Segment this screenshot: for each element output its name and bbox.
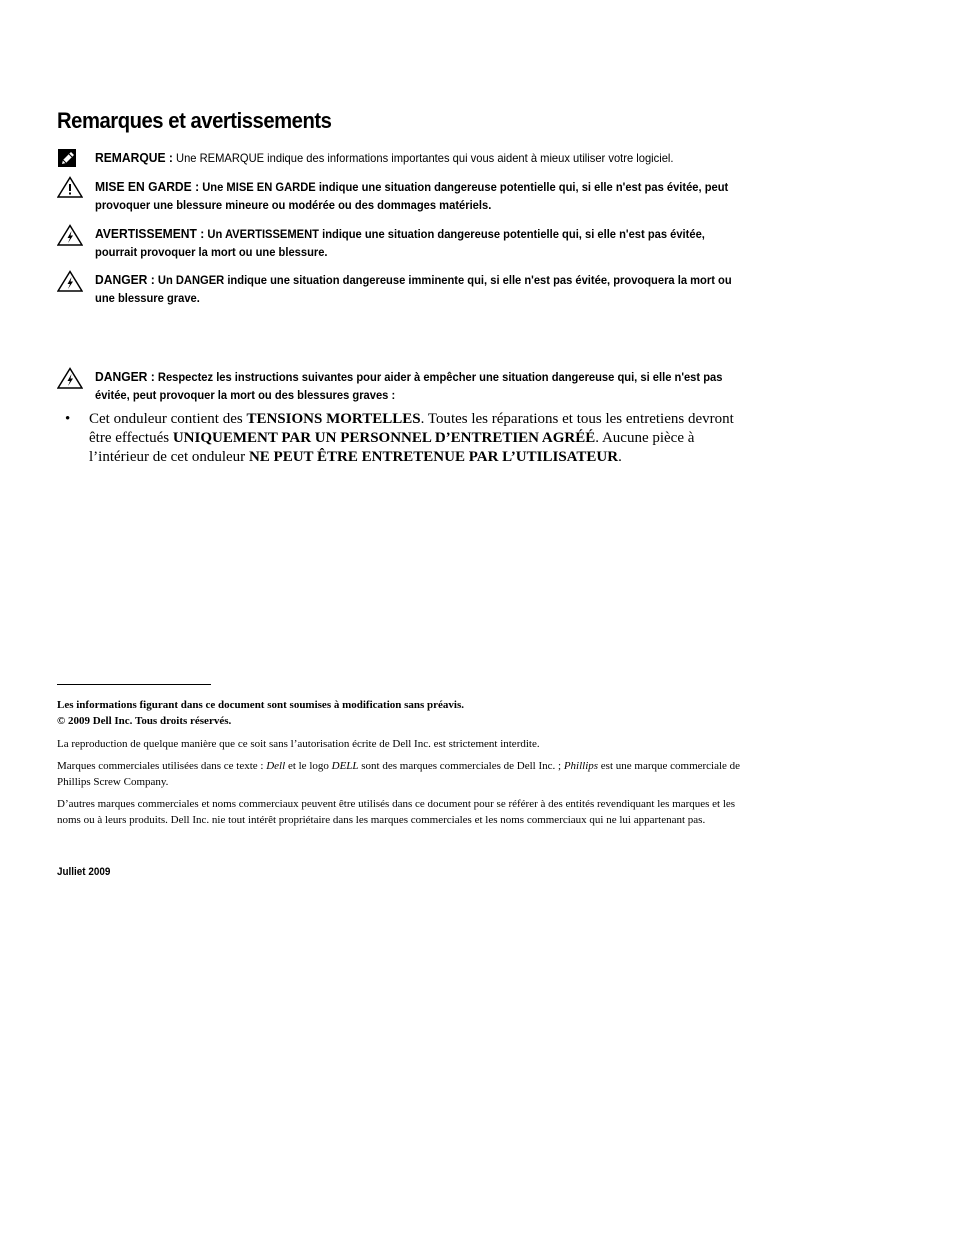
electric-warning-icon — [57, 224, 83, 246]
bullet-bold-part: UNIQUEMENT PAR UN PERSONNEL D’ENTRETIEN AGRÉÉ — [172, 430, 596, 446]
notice-body: Un DANGER indique une situation dangereuse imminente qui, si elle n'est pas évitée, provoquera la mort ou une blessure grave. — [95, 273, 732, 305]
notice-body: Un AVERTISSEMENT indique une situation dangereuse potentielle qui, si elle n'est pas évitée, pourrait provoquer la mort ou une blessure. — [95, 227, 705, 259]
trademark-text: est une marque commerciale de Phillips Screw Company. — [57, 760, 741, 788]
footnote-divider — [57, 684, 211, 685]
bullet-symbol: • — [65, 411, 71, 427]
notice-label: REMARQUE : — [95, 150, 173, 165]
footer-copyright: © 2009 Dell Inc. Tous droits réservés. — [57, 715, 232, 727]
bullet-bold-part: TENSIONS MORTELLES — [246, 411, 421, 427]
electric-danger-icon — [57, 270, 83, 292]
notice-body: Respectez les instructions suivantes pour aider à empêcher une situation dangereuse qui, si elle n'est pas évitée, peut provoquer la mort ou des blessures graves : — [95, 370, 723, 402]
bullet-bold-part: NE PEUT ÊTRE ENTRETENUE PAR L’UTILISATEUR — [248, 449, 619, 465]
trademark-text: et le logo — [285, 760, 332, 772]
bullet-text-part: . — [618, 449, 622, 465]
notice-body: Une REMARQUE indique des informations importantes qui vous aident à mieux utiliser votre logiciel. — [176, 151, 674, 165]
page-title: Remarques et avertissements — [57, 108, 332, 133]
trademark-italic: DELL — [331, 760, 359, 772]
footer-notice-line: Les informations figurant dans ce document sont soumises à modification sans préavis. — [57, 699, 465, 711]
bullet-text-part: Cet onduleur contient des — [89, 411, 247, 427]
bullet-text-part: . Toutes les réparations et tous les entretiens devront être effectués — [89, 411, 734, 446]
notice-label: DANGER : — [95, 369, 155, 384]
notice-label: AVERTISSEMENT : — [95, 226, 205, 241]
footer-trademarks — [57, 758, 757, 790]
caution-triangle-icon — [57, 176, 83, 198]
notice-label: DANGER : — [95, 272, 155, 287]
notice-label: MISE EN GARDE : — [95, 179, 200, 194]
footer-reproduction: La reproduction de quelque manière que ce soit sans l’autorisation écrite de Dell Inc. est strictement interdite. — [57, 738, 540, 750]
trademark-italic: Dell — [266, 760, 286, 772]
notice-body: Une MISE EN GARDE indique une situation dangereuse potentielle qui, si elle n'est pas évitée, peut provoquer une blessure mineure ou modérée ou des dommages matériels. — [95, 180, 729, 212]
bullet-text-part: . Aucune pièce à l’intérieur de cet onduleur — [89, 430, 695, 465]
publication-date: Julliet 2009 — [57, 866, 111, 878]
note-pencil-icon — [57, 148, 83, 170]
footer-other-trademarks: D’autres marques commerciales et noms commerciaux peuvent être utilisés dans ce document pour se référer à des entités revendiquant les marques et les noms ou à leurs produits. Dell Inc. nie tout intérêt propriétaire dans les marques commerciales et les noms commerciaux qui ne lui appartenant pas. — [57, 798, 736, 826]
bullet-text — [89, 410, 749, 467]
trademark-text: sont des marques commerciales de Dell Inc. ; — [358, 760, 564, 772]
trademark-italic: Phillips — [563, 760, 599, 772]
electric-danger-icon — [57, 367, 83, 389]
trademark-text: Marques commerciales utilisées dans ce texte : — [57, 760, 267, 772]
